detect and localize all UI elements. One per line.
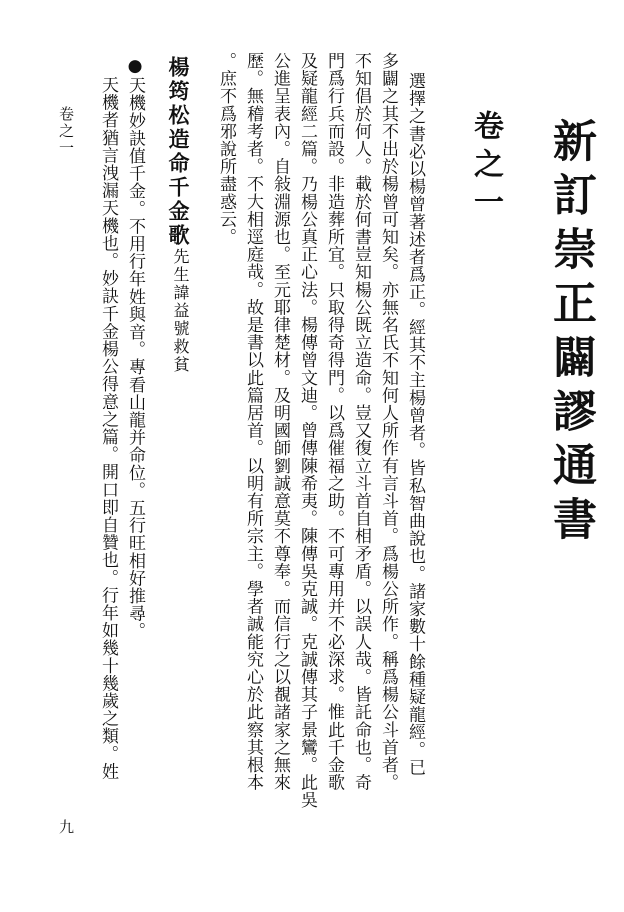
- page-number: 九: [59, 818, 75, 836]
- preface-line: 門爲行兵而設。非造葬所宜。只取得奇得門。以爲催福之助。不可專用并不必深求。惟此千金歌: [324, 52, 344, 792]
- preface-line: 選擇之書必以楊曾著述者爲正。經其不主楊曾者。皆私智曲說也。諸家數十餘種疑龍經。已: [405, 72, 425, 776]
- verse-line: ●天機妙訣值千金。不用行年姓與音。專看山龍并命位。五行旺相好推尋。: [125, 56, 145, 640]
- preface-line: 歷。無稽考者。不大相逕庭哉。故是書以此篇居首。以明有所宗主。學者誠能究心於此察其根本: [243, 52, 263, 792]
- preface-line: 。庶不爲邪說所盡惑云。: [216, 52, 236, 246]
- section-title: 楊筠松造命千金歌: [166, 56, 191, 248]
- chapter-title: 卷之一: [468, 110, 503, 224]
- section-note: 先生諱益號救貧: [171, 248, 190, 374]
- preface-line: 及疑龍經二篇。乃楊公真正心法。楊傳曾文迪。曾傳陳希夷。陳傳吳克誠。克誠傳其子景鸞。此吳: [297, 52, 317, 809]
- preface-line: 公進呈表內。自敍淵源也。至元耶律楚材。及明國師劉誠意莫不尊奉。而信行之以覩諸家之無來: [270, 52, 290, 792]
- preface-line: 不知倡於何人。載於何書豈知楊公既立造命。豈又復立斗首自相矛盾。以誤人哉。皆託命也。奇: [351, 52, 371, 792]
- running-head: 卷之一: [57, 106, 75, 157]
- preface-line: 多闢之其不出於楊曾可知矣。亦無名氏不知何人所作有言斗首。爲楊公所作。稱爲楊公斗首者。: [378, 52, 398, 792]
- book-title: 新訂崇正闢謬通書: [545, 118, 596, 550]
- verse-line: 天機者猶言洩漏天機也。妙訣千金楊公得意之篇。開口即自贊也。行年如幾十幾歲之類。姓: [98, 76, 118, 780]
